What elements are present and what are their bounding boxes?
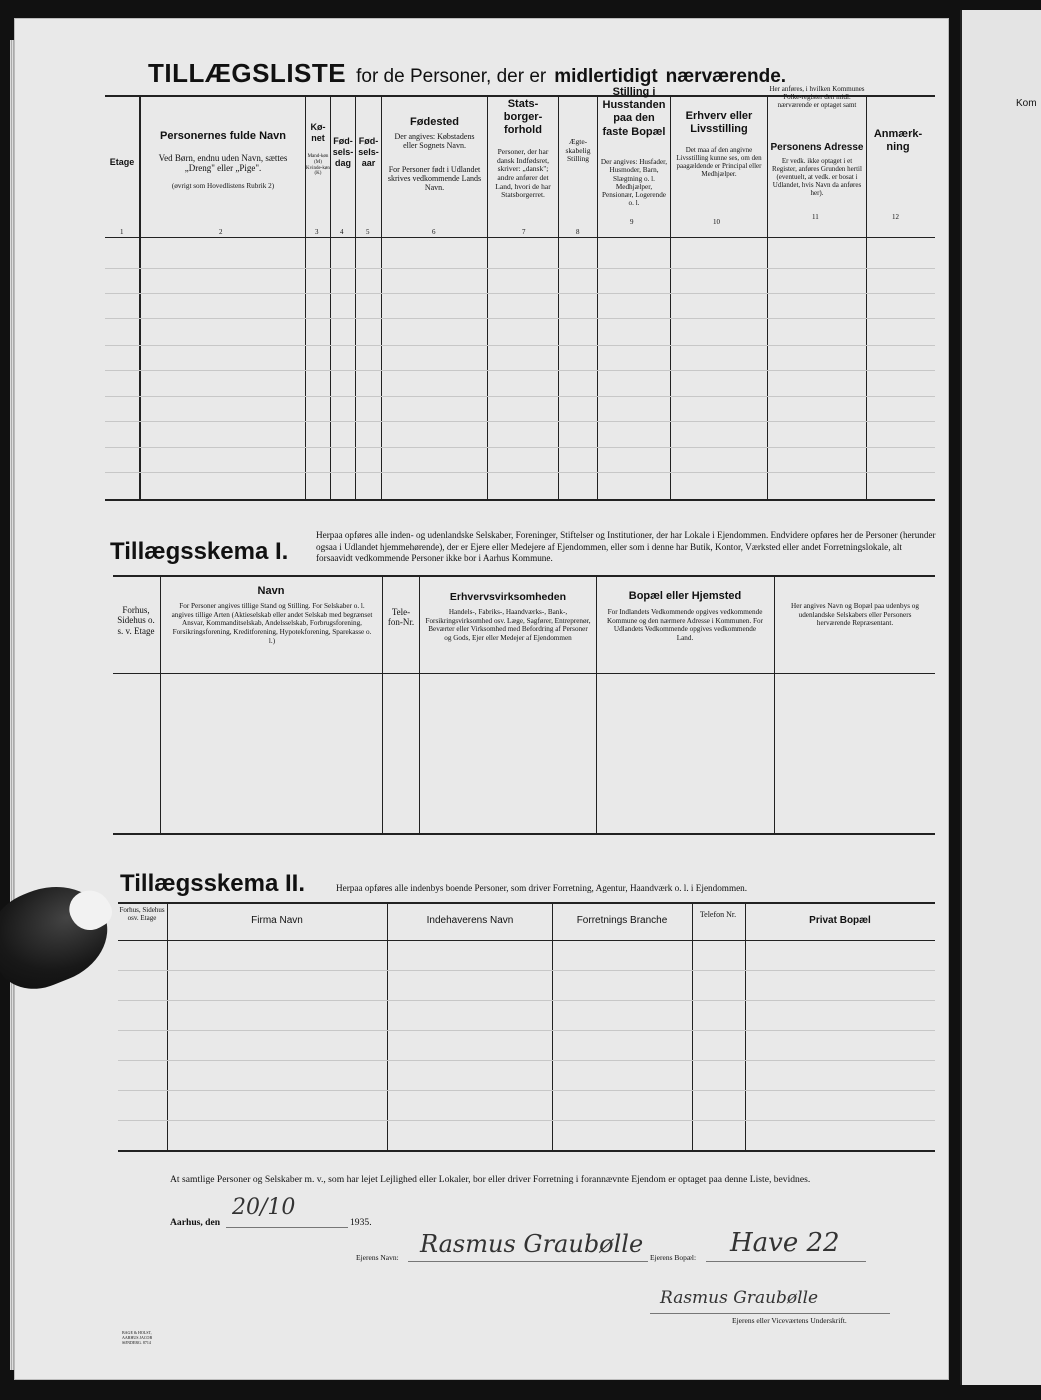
- col-etage-header: Etage: [109, 157, 135, 167]
- owner-address-line: [706, 1261, 866, 1262]
- schema1-col-representative: Her angives Navn og Bopæl paa udenbys og udenlandske Selskabers eller Personers herværende Repræsentant.: [791, 602, 919, 628]
- footer-city-label: Aarhus, den: [170, 1217, 221, 1228]
- col-occupation-header: Erhverv eller Livsstilling: [685, 110, 753, 136]
- col-7-number: 7: [522, 228, 526, 236]
- schema1-col-business-sub: Handels-, Fabriks-, Haandværks-, Bank-, Forsikringsvirksomhed osv. Læge, Sagfører, Entreprenør, Beværter eller Virksomhed med Befordring af Personer og Gods, Ejer eller Medejer af Ejendommen: [425, 608, 591, 642]
- footer-year: 1935.: [350, 1217, 372, 1228]
- col-remarks-header: Anmærk-ning: [873, 128, 923, 154]
- owner-name-handwritten: Rasmus Graubølle: [420, 1230, 644, 1258]
- main-list-title-rest-1: for de Personer, der er: [356, 66, 547, 87]
- col-birthday-header: Fød-sels-dag: [332, 136, 354, 168]
- col-gender-header: Kø-net: [310, 122, 326, 143]
- signature-handwritten: Rasmus Graubølle: [660, 1288, 819, 1308]
- owner-name-line: [408, 1261, 648, 1262]
- col-8-number: 8: [576, 228, 580, 236]
- schema1-col-name-sub: For Personer angives tillige Stand og Stilling. For Selskaber o. l. angives tillige Arten (Aktieselskab eller andet Selskab med begrænset Ansvar, Kommanditselskab, Andelsselskab, Forbrugsforening, Forsikringsforening, Kreditforening, Hypotekforening, Sparekasse o. l.): [171, 602, 373, 645]
- schema1-title: Tillægsskema I.: [110, 538, 289, 565]
- printer-imprint: BAGE & HOLST, AARHUS JACOB SØNDERG. 8714: [122, 1330, 153, 1346]
- col-1-number: 1: [120, 228, 124, 236]
- col-birthplace-sub: Der angives: Købstadens eller Sognets Navn.: [394, 132, 475, 151]
- col-3-number: 3: [315, 228, 319, 236]
- col-marital-header: Ægte-skabelig Stilling: [565, 137, 591, 164]
- signature-label: Ejerens eller Viceværtens Underskrift.: [732, 1316, 847, 1325]
- schema2-col-etage: Forhus, Sidehus osv. Etage: [119, 906, 165, 923]
- owner-address-label: Ejerens Bopæl:: [650, 1253, 697, 1262]
- col-address-top: Her anføres, i hvilken Kommunes Folke-register den midl. nærværende er optaget samt: [769, 85, 865, 110]
- schema1-description: Herpaa opføres alle inden- og udenlandske Selskaber, Foreninger, Stiftelser og Institutioner, der har Lokale i Ejendommen. Endvidere opføres her de Personer (herunder ogsaa i Udlandet hjemmehørende), der er Ejere eller Medejere af Ejendommen, eller som i denne har Butik, Kontor, Værksted eller andet Forretningslokale, alt forsaavidt vedkommende Personer ikke bor i Aarhus Kommune.: [316, 530, 936, 563]
- main-list-title-rest-3: nærværende.: [665, 66, 787, 87]
- col-6-number: 6: [432, 228, 436, 236]
- schema2-col-branch: Forretnings Branche: [576, 915, 668, 926]
- schema1-col-business: Erhvervsvirksomheden: [449, 591, 567, 603]
- col-5-number: 5: [366, 228, 370, 236]
- signature-line: [650, 1313, 890, 1314]
- col-4-number: 4: [340, 228, 344, 236]
- facing-page-label: Kom: [1016, 98, 1037, 109]
- col-address-sub: Er vedk. ikke optaget i et Register, anføres Grunden hertil (eventuelt, at vedk. er bosat i Udlandet, hvis Navn da anføres her).: [772, 157, 862, 198]
- col-birthplace-note: For Personer født i Udlandet skrives vedkommende Lands Navn.: [387, 165, 482, 193]
- col-birthyear-header: Fød-sels-aar: [358, 136, 379, 168]
- schema2-description: Herpaa opføres alle indenbys boende Personer, som driver Forretning, Agentur, Haandværk o. l. i Ejendommen.: [336, 883, 748, 893]
- schema2-col-phone: Telefon Nr.: [699, 910, 737, 919]
- schema1-col-residence-sub: For Indlandets Vedkommende opgives vedkommende Kommune og den nærmere Adresse i Kommunen. For Udlandets Vedkommende opgives vedkommende Land.: [606, 608, 764, 642]
- col-2-number: 2: [219, 228, 223, 236]
- owner-name-label: Ejerens Navn:: [356, 1253, 399, 1262]
- date-line: [226, 1227, 348, 1228]
- col-name-header: Personernes fulde Navn: [160, 130, 286, 142]
- schema1-col-name: Navn: [257, 585, 285, 597]
- main-list-title-rest-2: midlertidigt: [554, 66, 658, 87]
- schema1-col-residence: Bopæl eller Hjemsted: [628, 590, 742, 602]
- schema2-col-owner: Indehaverens Navn: [426, 915, 514, 926]
- col-household-sub: Der angives: Husfader, Husmoder, Barn, Slægtning o. l. Medhjælper, Pensionær, Logerende o. l.: [600, 158, 668, 208]
- footer-date-handwritten: 20/10: [232, 1195, 296, 1220]
- col-11-number: 11: [812, 213, 819, 221]
- col-address-header: Personens Adresse: [770, 142, 864, 153]
- schema2-col-firm: Firma Navn: [251, 915, 303, 926]
- col-name-note: (øvrigt som Hovedlistens Rubrik 2): [171, 182, 275, 190]
- col-gender-sub: Mand-køn (M) Kvinde-køn (K): [306, 154, 330, 177]
- col-9-number: 9: [630, 218, 634, 226]
- main-list-title: [148, 58, 786, 89]
- col-10-number: 10: [713, 218, 720, 226]
- col-household-header: Stilling i Husstanden paa den faste Bopæl: [602, 86, 666, 138]
- facing-page: [960, 10, 1041, 1385]
- col-occupation-sub: Det maa af den angivne Livsstilling kunne ses, om den paagældende er Principal eller Medhjælper.: [676, 146, 762, 179]
- col-citizenship-header: Stats-borger-forhold: [503, 98, 543, 137]
- schema1-col-phone: Tele-fon-Nr.: [387, 607, 415, 628]
- schema1-col-etage: Forhus, Sidehus o. s. v. Etage: [117, 605, 155, 636]
- schema2-col-address: Privat Bopæl: [809, 915, 871, 926]
- main-list-title-bold: TILLÆGSLISTE: [148, 58, 347, 88]
- col-12-number: 12: [892, 213, 899, 221]
- col-name-sub: Ved Børn, endnu uden Navn, sættes „Dreng" eller „Pige".: [158, 153, 288, 174]
- owner-address-handwritten: Have 22: [730, 1228, 840, 1258]
- schema2-title: Tillægsskema II.: [120, 870, 305, 897]
- footer-declaration: At samtlige Personer og Selskaber m. v., som har lejet Lejlighed eller Lokaler, bor eller driver Forretning i forannævnte Ejendom er optaget paa denne Liste, bevidnes.: [170, 1174, 811, 1185]
- col-birthplace-header: Fødested: [410, 116, 459, 128]
- col-citizenship-sub: Personer, der har dansk Indfødsret, skriver: „dansk"; andre anfører det Land, hvori de har Statsborgerret.: [495, 147, 551, 200]
